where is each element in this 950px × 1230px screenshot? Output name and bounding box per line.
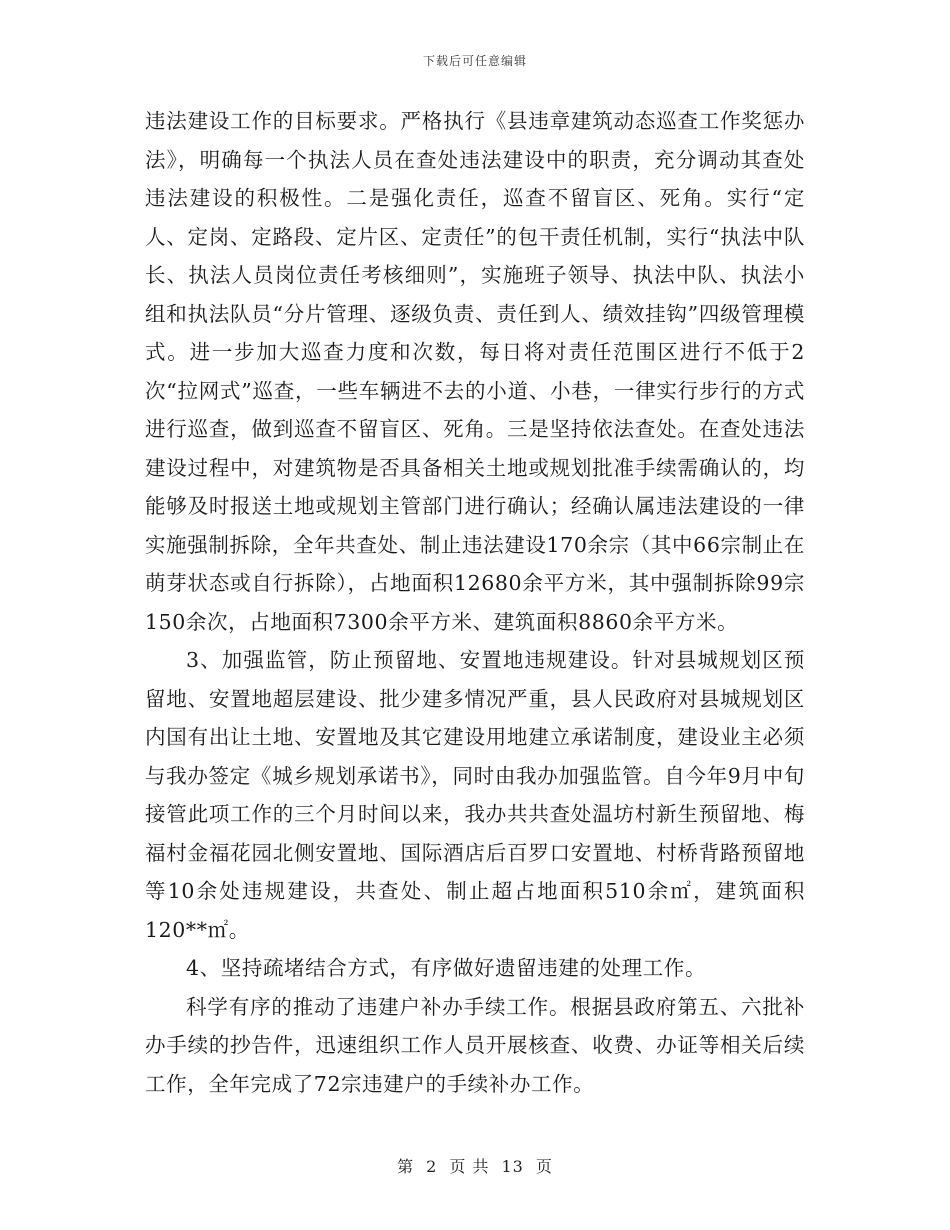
paragraph-section-3: 3、加强监管，防止预留地、安置地违规建设。针对县城规划区预留地、安置地超层建设、批少建多情况严重，县人民政府对县城规划区内国有出让土地、安置地及其它建设用地建立承诺制度，建设业主必须与我办签定《城乡规划承诺书》，同时由我办加强监管。自今年9月中旬接管此项工作的三个月时间以来，我办共共查处温坊村新生预留地、梅福村金福花园北侧安置地、国际酒店后百罗口安置地、村桥背路预留地等10余处违规建设，共查处、制止超占地面积510余㎡，建筑面积120**㎡。: [145, 648, 805, 942]
paragraph-section-4-body: 科学有序的推动了违建户补办手续工作。根据县政府第五、六批补办手续的抄告件，迅速组织工作人员开展核查、收费、办证等相关后续工作，全年完成了72宗违建户的手续补办工作。: [145, 994, 805, 1096]
paragraph-section-4-heading: 4、坚持疏堵结合方式，有序做好遗留违建的处理工作。: [186, 956, 707, 980]
footer-page-number: 2: [426, 1157, 438, 1176]
paragraph-continued: 违法建设工作的目标要求。严格执行《县违章建筑动态巡查工作奖惩办法》，明确每一个执法人员在查处违法建设中的职责，充分调动其查处违法建设的积极性。二是强化责任，巡查不留盲区、死角。实行“定人、定岗、定路段、定片区、定责任”的包干责任机制，实行“执法中队长、执法人员岗位责任考核细则”，实施班子领导、执法中队、执法小组和执法队员“分片管理、逐级负责、责任到人、绩效挂钩”四级管理模式。进一步加大巡查力度和次数，每日将对责任范围区进行不低于2次“拉网式”巡查，一些车辆进不去的小道、小巷，一律实行步行的方式进行巡查，做到巡查不留盲区、死角。三是坚持依法查处。在查处违法建设过程中，对建筑物是否具备相关土地或规划批准手续需确认的，均能够及时报送土地或规划主管部门进行确认；经确认属违法建设的一律实施强制拆除，全年共查处、制止违法建设170余宗（其中66宗制止在萌芽状态或自行拆除），占地面积12680余平方米，其中强制拆除99宗150余次，占地面积7300余平方米、建筑面积8860余平方米。: [145, 109, 805, 634]
page-header-note: 下载后可任意编辑: [422, 54, 527, 68]
footer-prefix: 第: [397, 1157, 415, 1176]
document-body: [145, 102, 805, 1103]
footer-middle: 页 共: [449, 1157, 490, 1176]
page-footer: [0, 1154, 950, 1177]
footer-total-pages: 13: [501, 1157, 524, 1176]
footer-suffix: 页: [535, 1157, 553, 1176]
